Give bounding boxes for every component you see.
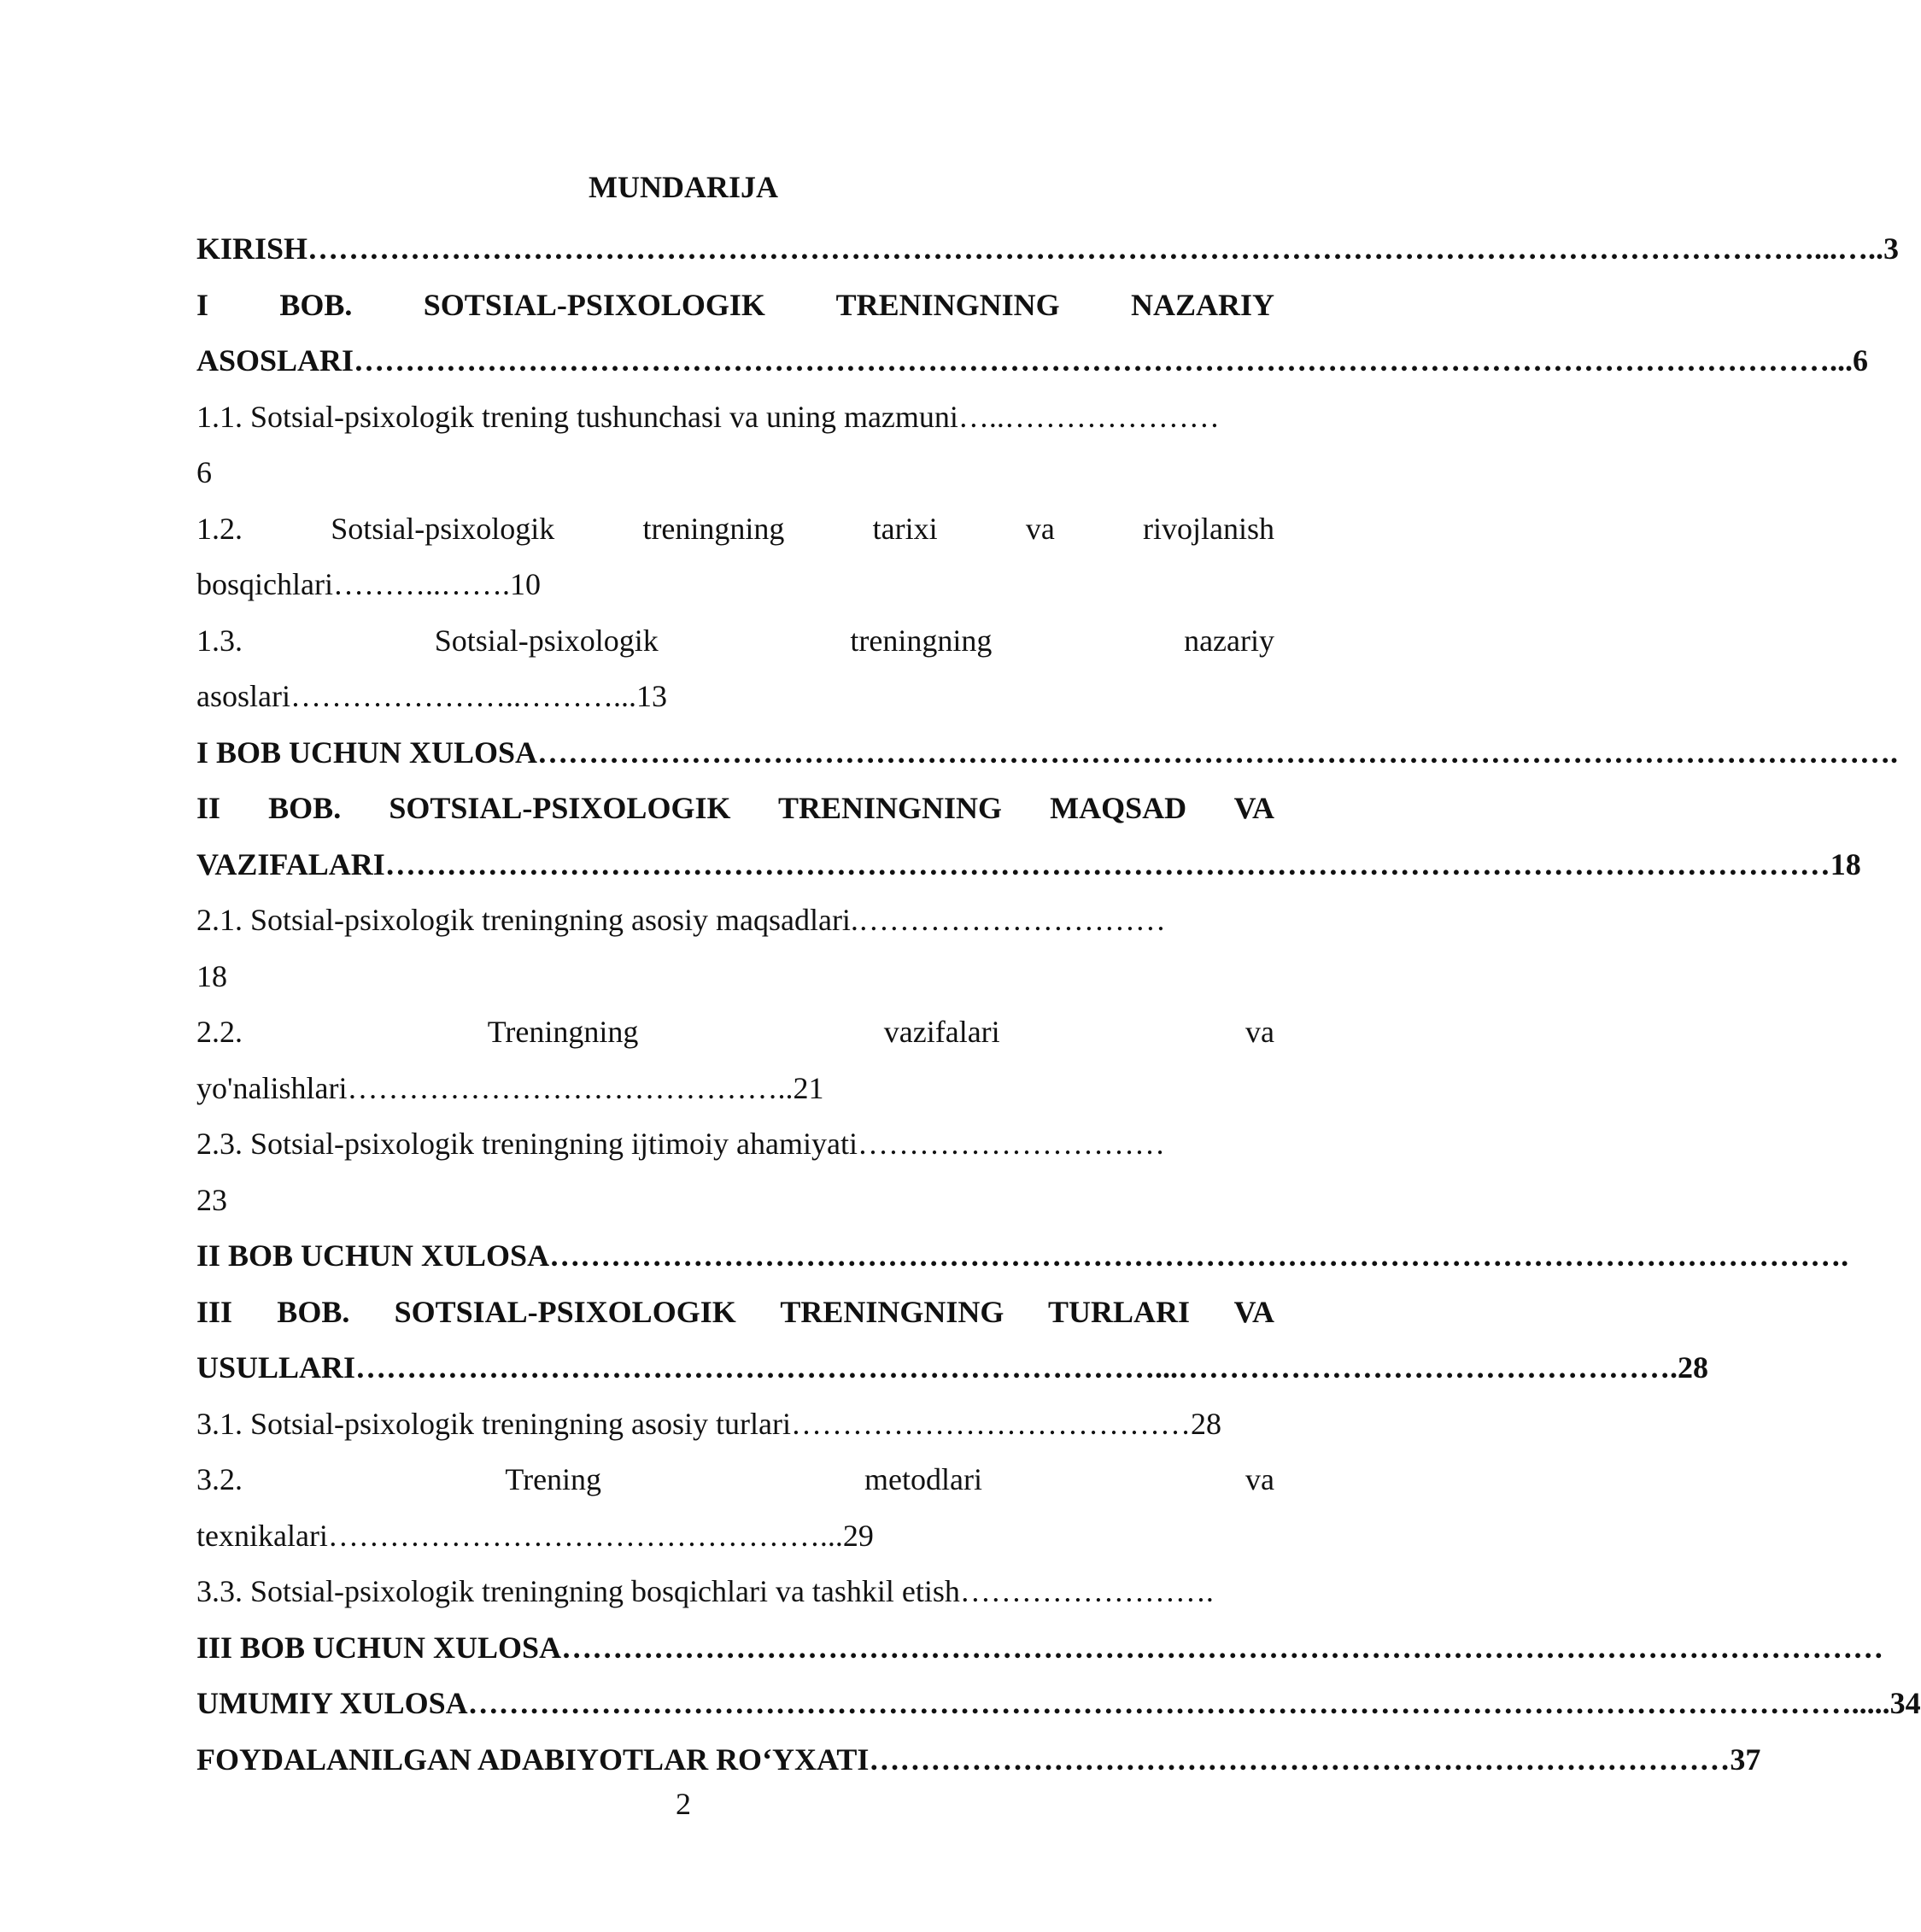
toc-section-2-2: 2.2. Treningning vazifalari va [196,1015,1274,1049]
toc-section-1-3: 1.3. Sotsial-psixologik treningning nazariy [196,623,1274,658]
toc-section-1-3-cont: asoslari…………………..………...13 [196,679,667,713]
toc-section-2-3: 2.3. Sotsial-psixologik treningning ijtimoiy ahamiyati………………………… [196,1127,1165,1161]
toc-chapter-1-heading: I BOB. SOTSIAL-PSIXOLOGIK TRENINGNING NAZARIY [196,287,1274,322]
toc-general-conclusion: UMUMIY XULOSA……………………………………………………………………………………………………………………….....34 [196,1686,1921,1720]
toc-chapter-2-conclusion: II BOB UCHUN XULOSA………………………………………………………………………………………………………………. [196,1238,1849,1273]
toc-section-3-2-cont: texnikalari…………………………………………...29 [196,1518,874,1553]
toc-chapter-2-heading-cont: VAZIFALARI……………………………………………………………………………………………………………………………18 [196,846,1861,881]
page-title: MUNDARIJA [589,170,778,204]
toc-section-2-3-page: 23 [196,1182,227,1217]
toc-entry-kirish: KIRISH…………………………………………………………………………………………………………………………………...…..3 [196,231,1900,266]
toc-chapter-3-heading: III BOB. SOTSIAL-PSIXOLOGIK TRENINGNING TURLARI VA [196,1294,1274,1329]
toc-chapter-3-conclusion: III BOB UCHUN XULOSA………………………………………………………………………………………………………………… [196,1630,1884,1665]
toc-section-2-1: 2.1. Sotsial-psixologik treningning asosiy maqsadlari.………………………… [196,903,1166,937]
toc-chapter-3-heading-cont: USULLARI……………………………………………………………………...………………………………………….28 [196,1350,1709,1385]
toc-section-3-1: 3.1. Sotsial-psixologik treningning asosiy turlari…………………………………28 [196,1406,1221,1441]
toc-section-3-3: 3.3. Sotsial-psixologik treningning bosqichlari va tashkil etish……………………. [196,1574,1214,1608]
page-number: 2 [676,1787,691,1821]
toc-section-1-2: 1.2. Sotsial-psixologik treningning tarixi va rivojlanish [196,511,1274,546]
toc-chapter-1-heading-cont: ASOSLARI………………………………………………………………………………………………………………………………...6 [196,343,1869,378]
table-of-contents [196,221,1921,1788]
toc-chapter-2-heading: II BOB. SOTSIAL-PSIXOLOGIK TRENINGNING MAQSAD VA [196,791,1274,825]
toc-section-3-2: 3.2. Trening metodlari va [196,1462,1274,1496]
toc-section-1-1-page: 6 [196,455,212,489]
toc-section-2-2-cont: yo'nalishlari……………………………………..21 [196,1070,824,1105]
toc-references: FOYDALANILGAN ADABIYOTLAR RO‘YXATI…………………………………………………………………………37 [196,1742,1761,1777]
toc-chapter-1-conclusion: I BOB UCHUN XULOSA……………………………………………………………………………………………………………………. [196,735,1899,770]
toc-section-1-2-cont: bosqichlari………..…….10 [196,567,541,601]
toc-section-1-1: 1.1. Sotsial-psixologik trening tushunchasi va uning mazmuni…..………………… [196,399,1220,434]
toc-section-2-1-page: 18 [196,958,227,993]
